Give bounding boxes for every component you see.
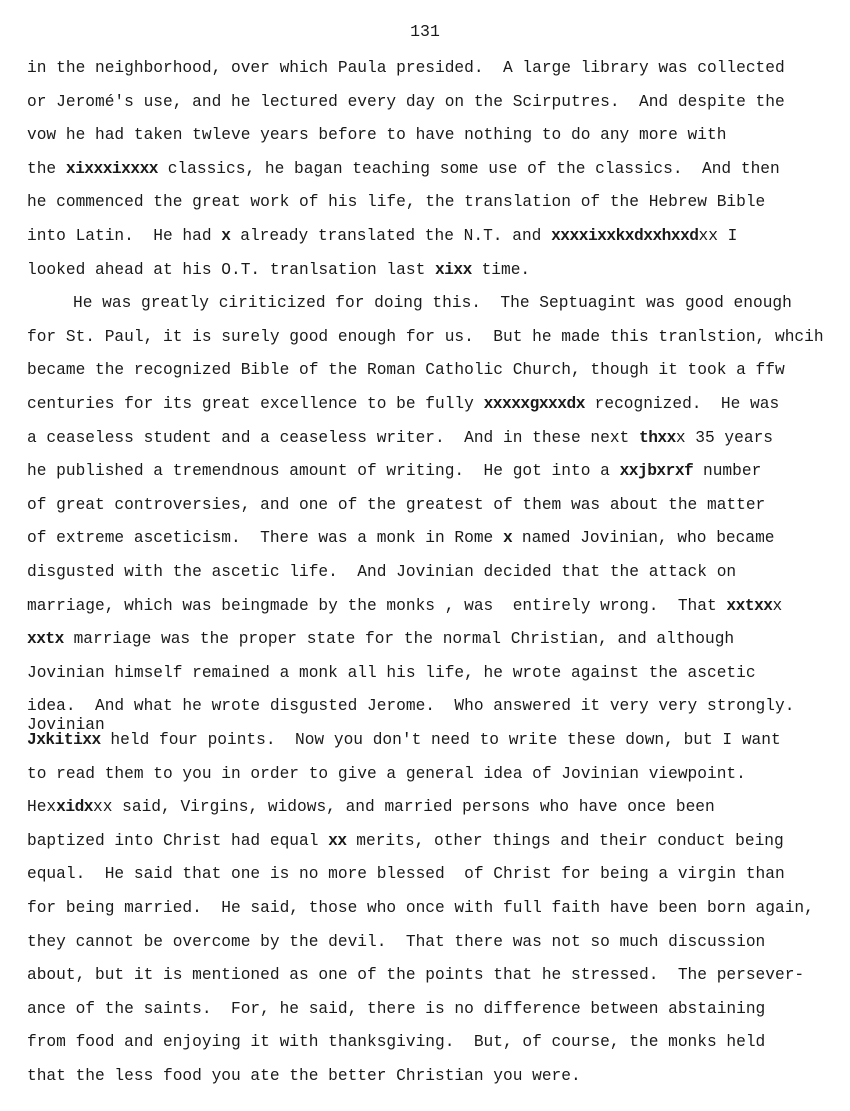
line-text: number: [693, 462, 762, 481]
line-text: recognized. He was: [584, 395, 780, 413]
line-text: he commenced the great work of his life, the translation of the Hebrew Bible: [27, 193, 766, 212]
line-text: xx I: [698, 227, 738, 245]
line-text: disgusted with the ascetic life. And Jovinian decided that the attack on: [27, 563, 737, 581]
line-text: a ceaseless student and a ceaseless writer. And in these next: [27, 428, 639, 447]
text-line: [27, 428, 773, 448]
struck-out-text: xxxxxgxxxdx: [483, 395, 585, 413]
struck-out-text: xxjbxrxf: [619, 462, 694, 481]
line-text: equal. He said that one is no more blessed of Christ for being a virgin than: [27, 865, 785, 884]
text-line: [27, 932, 765, 952]
text-line: [27, 999, 765, 1019]
line-text: marriage, which was beingmade by the monks , was entirely wrong. That: [27, 596, 727, 615]
text-line: [27, 596, 782, 616]
line-text: vow he had taken twleve years before to have nothing to do any more with: [27, 126, 727, 145]
line-text: x 35 years: [675, 428, 774, 447]
line-text: the: [27, 159, 66, 178]
text-line: [27, 864, 785, 884]
text-line: [27, 1032, 765, 1052]
line-text: they cannot be overcome by the devil. That there was not so much discussion: [27, 932, 766, 951]
text-line: [27, 192, 765, 212]
line-text: of great controversies, and one of the greatest of them was about the matter: [27, 495, 766, 514]
text-line: [27, 394, 779, 414]
text-line: [27, 125, 726, 145]
line-text: ance of the saints. For, he said, there is no difference between abstaining: [27, 999, 766, 1018]
line-text: marriage was the proper state for the normal Christian, and although: [63, 630, 735, 649]
text-line: [27, 360, 785, 380]
line-text: x: [772, 596, 783, 615]
handwritten-insertion: Jovinian: [27, 716, 105, 734]
struck-out-text: x: [503, 529, 513, 548]
text-line: [27, 528, 775, 548]
line-text: to read them to you in order to give a general idea of Jovinian viewpoint.: [27, 764, 746, 783]
line-text: already translated the N.T. and: [230, 227, 552, 245]
text-line: [27, 562, 736, 582]
text-line: [27, 58, 785, 78]
page-number: 131: [410, 22, 440, 41]
line-text: held four points. Now you don't need to write these down, but I want: [100, 731, 781, 749]
line-text: for St. Paul, it is surely good enough for us. But he made this tranlstion, whcih: [27, 327, 824, 346]
struck-out-text: xxtx: [27, 630, 64, 649]
line-text: he published a tremendnous amount of writing. He got into a: [27, 462, 620, 481]
text-line: [27, 663, 756, 683]
line-text: named Jovinian, who became: [512, 529, 775, 548]
line-text: He was greatly ciriticized for doing this. The Septuagint was good enough: [73, 294, 792, 313]
line-text: idea. And what he wrote disgusted Jerome. Who answered it very very strongly.: [27, 697, 795, 716]
text-line: [27, 226, 737, 246]
text-line: [27, 965, 804, 985]
text-line: [27, 327, 824, 347]
line-text: became the recognized Bible of the Roman Catholic Church, though it took a ffw: [27, 361, 785, 380]
struck-out-text: xixx: [435, 260, 472, 279]
line-text: from food and enjoying it with thanksgiving. But, of course, the monks held: [27, 1033, 766, 1052]
line-text: that the less food you ate the better Christian you were.: [27, 1067, 581, 1085]
line-text: about, but it is mentioned as one of the points that he stressed. The persever-: [27, 966, 805, 985]
text-line: [27, 764, 746, 784]
text-line: [73, 293, 792, 313]
line-text: Jovinian himself remained a monk all his life, he wrote against the ascetic: [27, 663, 756, 682]
line-text: xx said, Virgins, widows, and married persons who have once been: [93, 798, 715, 817]
line-text: merits, other things and their conduct being: [346, 831, 784, 850]
line-text: Hex: [27, 798, 57, 817]
text-line: [27, 797, 715, 817]
text-line: [27, 1066, 581, 1086]
text-line: [27, 730, 781, 750]
text-line: [27, 629, 734, 649]
struck-out-text: xxtxx: [726, 596, 773, 615]
line-text: classics, he bagan teaching some use of the classics. And then: [158, 159, 780, 178]
text-line: [27, 898, 814, 918]
text-line: [27, 159, 780, 179]
line-text: of extreme asceticism. There was a monk in Rome: [27, 529, 503, 548]
struck-out-text: xixxxixxxx: [65, 159, 159, 178]
text-line: [27, 831, 784, 851]
line-text: into Latin. He had: [27, 227, 222, 245]
line-text: or Jeromé's use, and he lectured every day on the Scirputres. And despite the: [27, 92, 785, 111]
text-line: [27, 461, 761, 481]
line-text: in the neighborhood, over which Paula presided. A large library was collected: [27, 59, 785, 77]
line-text: for being married. He said, those who once with full faith have been born again,: [27, 899, 814, 917]
text-line: [27, 260, 530, 280]
line-text: baptized into Christ had equal: [27, 831, 329, 850]
struck-out-text: xx: [328, 831, 347, 850]
struck-out-text: thxx: [639, 428, 676, 447]
text-line: [27, 696, 794, 716]
struck-out-text: x: [221, 227, 231, 245]
text-line: [27, 495, 765, 515]
line-text: centuries for its great excellence to be fully: [27, 395, 484, 413]
struck-out-text: Jxkitixx: [27, 731, 101, 749]
struck-out-text: xidx: [56, 798, 94, 817]
line-text: looked ahead at his O.T. tranlsation last: [27, 260, 435, 279]
struck-out-text: xxxxixxkxdxxhxxd: [551, 227, 699, 245]
text-line: [27, 92, 785, 112]
line-text: time.: [471, 260, 531, 279]
